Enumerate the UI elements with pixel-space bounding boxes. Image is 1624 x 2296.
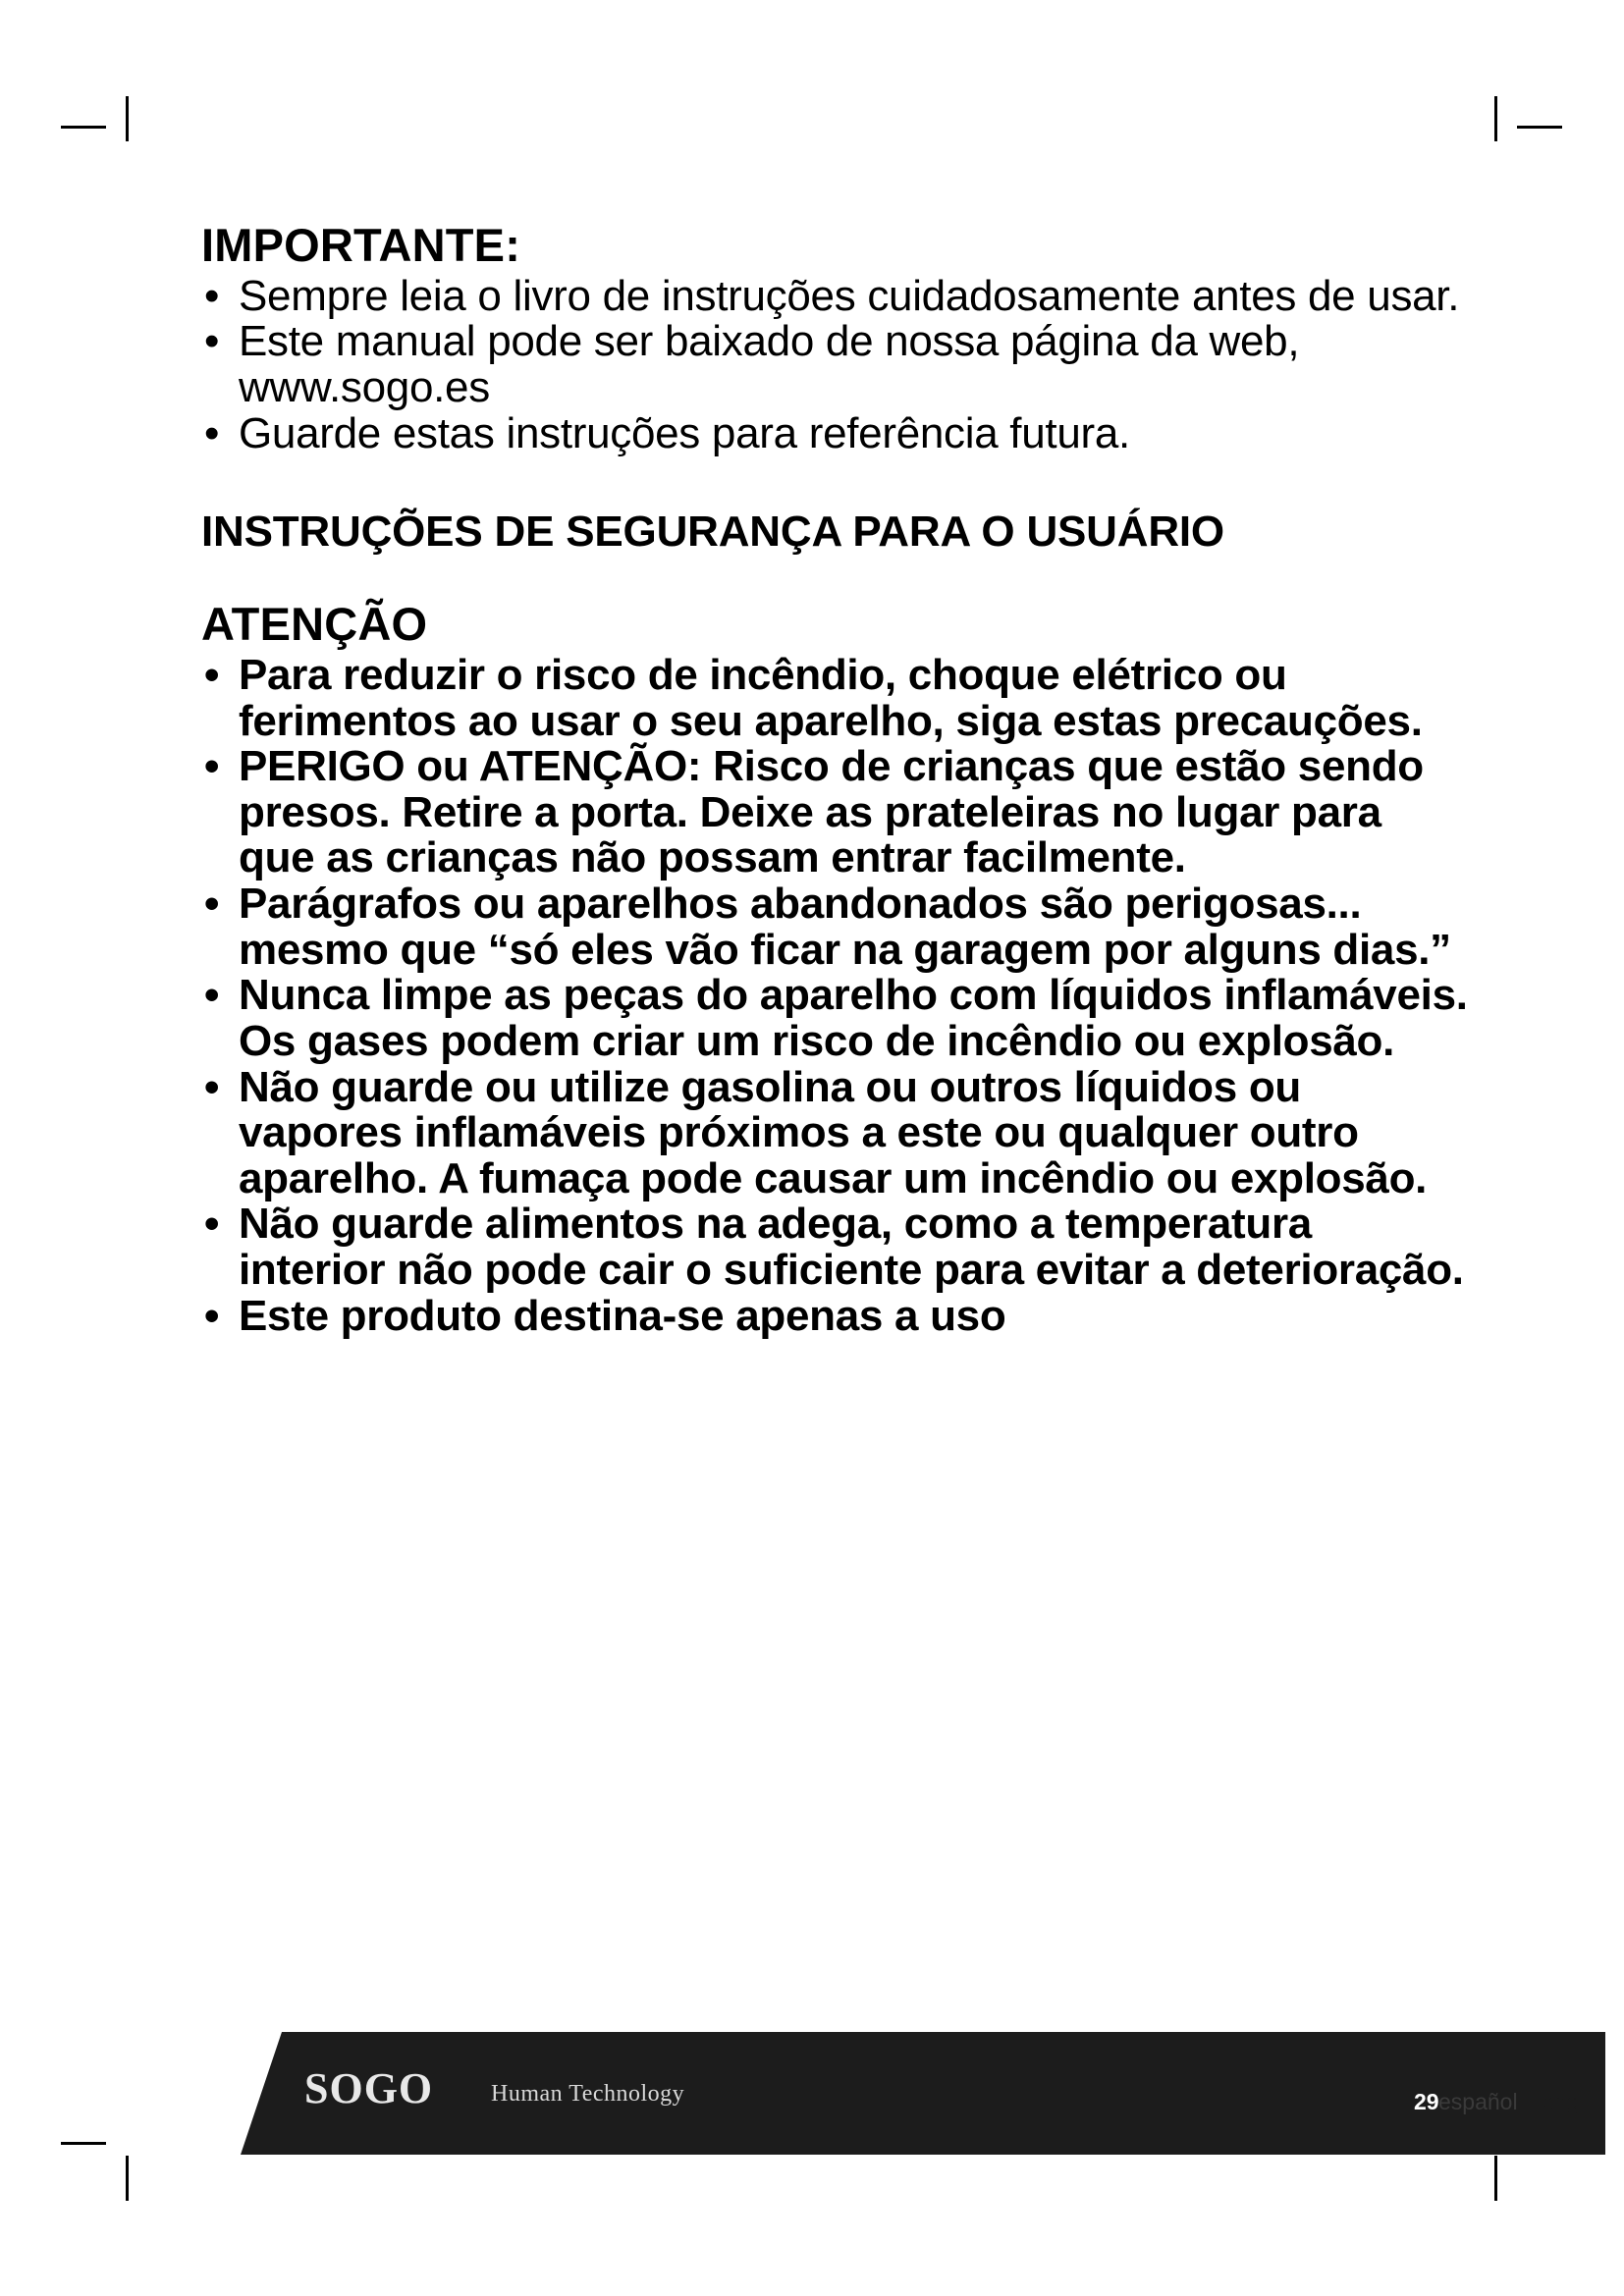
list-item-text: Guarde estas instruções para referência futura. (239, 408, 1130, 457)
list-item (201, 1201, 1468, 1293)
bullet-icon: • (204, 742, 220, 791)
list-item (201, 744, 1468, 881)
list-item-text: Para reduzir o risco de incêndio, choque elétrico ou ferimentos ao usar o seu aparelho, siga estas precauções. (239, 650, 1423, 745)
bullet-icon: • (204, 1200, 220, 1249)
crop-mark-top-right-v (1494, 96, 1497, 141)
bullet-icon: • (204, 1062, 220, 1111)
brand-logo: SOGO (304, 2064, 434, 2112)
important-title: IMPORTANTE: (201, 219, 521, 271)
footer-bar (241, 2032, 1605, 2155)
list-item (201, 650, 1468, 745)
list-item (201, 881, 1468, 973)
list-item-text: Nunca limpe as peças do aparelho com líquidos inflamáveis. Os gases podem criar um risco de incêndio ou explosão. (239, 971, 1468, 1065)
safety-list (201, 650, 1468, 1340)
bullet-icon: • (204, 880, 220, 928)
spacer (201, 456, 1468, 509)
bullet-icon: • (204, 1291, 220, 1340)
language-label-english: eng (1542, 2089, 1580, 2114)
list-item (201, 1062, 1468, 1202)
page-footer (0, 2012, 1624, 2189)
list-item-text: Não guarde alimentos na adega, como a temperatura interior não pode cair o suficiente para evitar a deterioração. (239, 1200, 1464, 1294)
list-item-text: Este produto destina-se apenas a uso (239, 1291, 1006, 1340)
bullet-icon: • (204, 650, 220, 699)
list-item (201, 1291, 1468, 1340)
bullet-icon: • (204, 971, 220, 1020)
bullet-icon: • (204, 271, 220, 320)
list-item-text: PERIGO ou ATENÇÃO: Risco de crianças que estão sendo presos. Retire a porta. Deixe as prateleiras no lugar para que as crianças não possam entrar facilmente. (239, 742, 1424, 882)
list-item-text: Sempre leia o livro de instruções cuidadosamente antes de usar. (239, 271, 1460, 320)
bullet-icon: • (204, 317, 220, 366)
list-item (201, 973, 1468, 1064)
crop-mark-top-left-h (61, 126, 106, 129)
language-label-espanol: español (1438, 2089, 1518, 2114)
attention-title: ATENÇÃO (201, 598, 428, 651)
list-item (201, 271, 1468, 320)
spacer (201, 555, 1468, 600)
list-item (201, 319, 1468, 410)
page-content (201, 221, 1468, 1339)
list-item-text: Parágrafos ou aparelhos abandonados são perigosas... mesmo que “só eles vão ficar na garagem por alguns dias.” (239, 880, 1451, 974)
safety-section-title: INSTRUÇÕES DE SEGURANÇA PARA O USUÁRIO (201, 507, 1224, 557)
crop-mark-top-left-v (126, 96, 129, 141)
page-number: 29 (1414, 2089, 1439, 2114)
brand-tagline: Human Technology (491, 2081, 685, 2107)
list-item-text: Este manual pode ser baixado de nossa página da web, www.sogo.es (239, 317, 1300, 412)
bullet-icon: • (204, 408, 220, 457)
important-list (201, 271, 1468, 457)
list-item (201, 408, 1468, 457)
list-item-text: Não guarde ou utilize gasolina ou outros líquidos ou vapores inflamáveis próximos a este ou qualquer outro aparelho. A fumaça pode causar um incêndio ou explosão. (239, 1062, 1428, 1202)
crop-mark-top-right-h (1517, 126, 1562, 129)
